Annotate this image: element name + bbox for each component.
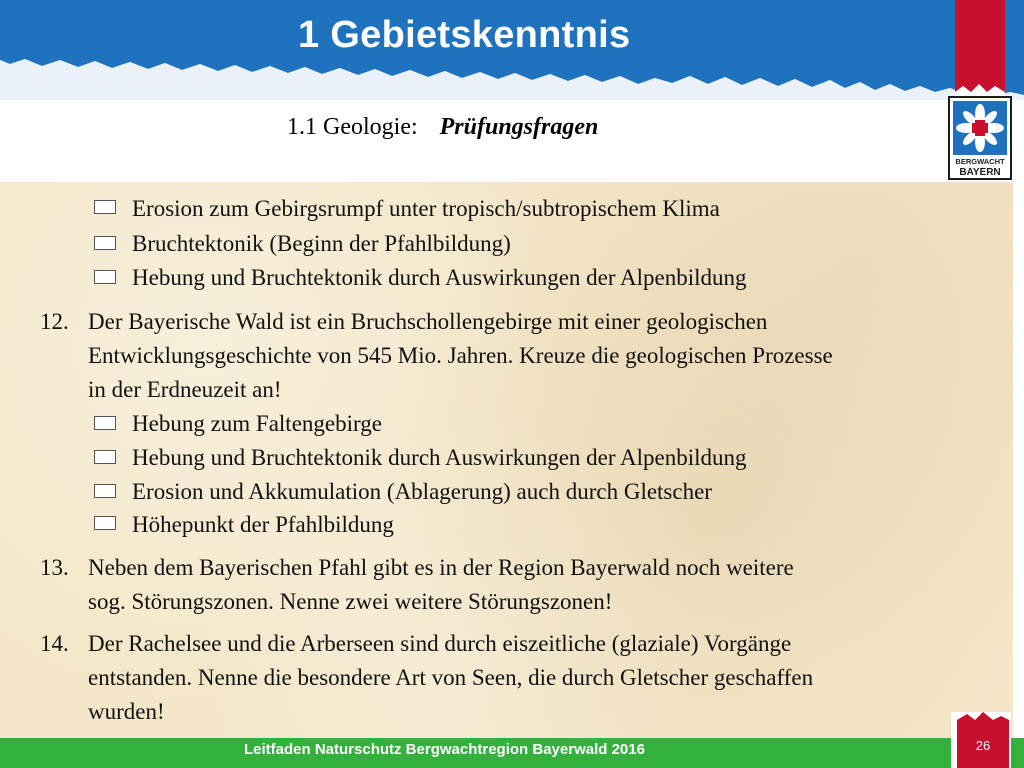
- question-text: Neben dem Bayerischen Pfahl gibt es in der Region Bayerwald noch weitere: [88, 555, 794, 580]
- answer-option: Höhepunkt der Pfahlbildung: [132, 512, 394, 537]
- question-number: 12.: [40, 309, 69, 334]
- question-text: in der Erdneuzeit an!: [88, 377, 282, 402]
- question-text: entstanden. Nenne die besondere Art von Seen, die durch Gletscher geschaffen: [88, 665, 814, 690]
- question-number: 14.: [40, 631, 69, 656]
- section-subtitle: [287, 114, 598, 141]
- answer-option: Erosion zum Gebirgsrumpf unter tropisch/subtropischem Klima: [132, 196, 720, 221]
- page-number: 26: [975, 738, 991, 753]
- answer-checkbox[interactable]: [94, 484, 116, 498]
- question-text: Der Bayerische Wald ist ein Bruchschollengebirge mit einer geologischen: [88, 309, 768, 334]
- footer-text: Leitfaden Naturschutz Bergwachtregion Bayerwald 2016: [244, 741, 645, 758]
- bergwacht-logo: [948, 96, 1012, 180]
- right-margin: [1013, 182, 1024, 738]
- question-text: Entwicklungsgeschichte von 545 Mio. Jahren. Kreuze die geologischen Prozesse: [88, 343, 833, 368]
- logo-text-line2: BAYERN: [959, 167, 1001, 178]
- answer-option: Hebung und Bruchtektonik durch Auswirkungen der Alpenbildung: [132, 265, 747, 290]
- question-text: Der Rachelsee und die Arberseen sind durch eiszeitliche (glaziale) Vorgänge: [88, 631, 792, 656]
- subtitle-section: 1.1 Geologie:: [287, 114, 418, 140]
- answer-checkbox[interactable]: [94, 516, 116, 530]
- subtitle-emphasis: Prüfungsfragen: [439, 114, 599, 140]
- answer-option: Bruchtektonik (Beginn der Pfahlbildung): [132, 231, 511, 256]
- answer-option: Erosion und Akkumulation (Ablagerung) auch durch Gletscher: [132, 479, 712, 504]
- logo-text-line1: BERGWACHT: [955, 157, 1005, 166]
- slide-header: [0, 0, 1024, 182]
- question-number: 13.: [40, 555, 69, 580]
- answer-checkbox[interactable]: [94, 270, 116, 284]
- question-text: sog. Störungszonen. Nenne zwei weitere Störungszonen!: [88, 589, 613, 614]
- question-text: wurden!: [88, 699, 165, 724]
- slide-title: 1 Gebietskenntnis: [298, 14, 631, 56]
- answer-checkbox[interactable]: [94, 416, 116, 430]
- answer-checkbox[interactable]: [94, 200, 116, 214]
- edelweiss-logo-icon: [950, 98, 1010, 178]
- answer-checkbox[interactable]: [94, 236, 116, 250]
- answer-option: Hebung zum Faltengebirge: [132, 411, 382, 436]
- answer-option: Hebung und Bruchtektonik durch Auswirkungen der Alpenbildung: [132, 445, 747, 470]
- answer-checkbox[interactable]: [94, 450, 116, 464]
